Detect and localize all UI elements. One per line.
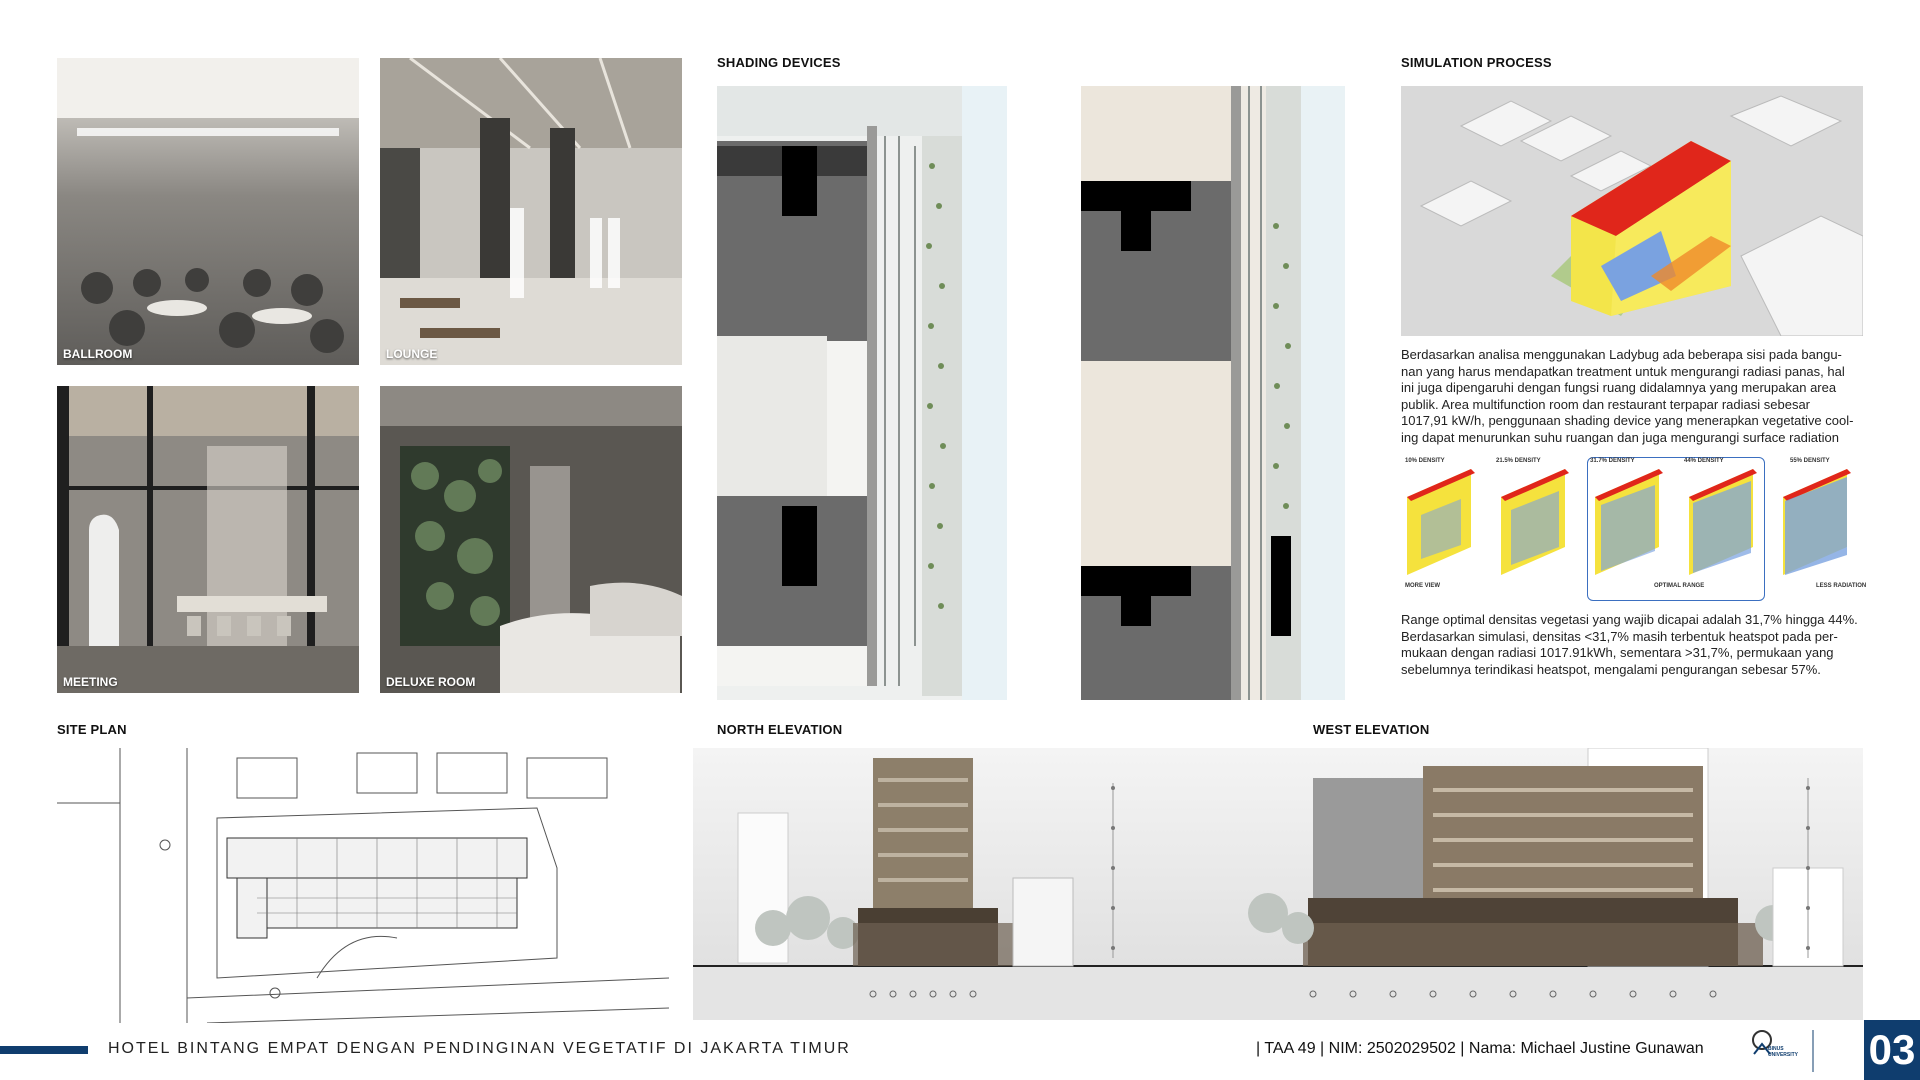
- simulation-paragraph-2: [1401, 612, 1871, 678]
- photo-caption: LOUNGE: [386, 347, 438, 361]
- elevations-drawing: [693, 748, 1863, 1020]
- text-line: ing dapat menurunkan suhu ruangan dan juga mengurangi surface radiation: [1401, 429, 1839, 445]
- site-plan-heading: SITE PLAN: [57, 722, 127, 737]
- simulation-3d-model: [1401, 86, 1863, 336]
- text-line: mukaan dengan radiasi 1017.91kWh, sementara >31,7%, permukaan yang: [1401, 645, 1834, 661]
- shading-section-drawing-1: [717, 86, 1007, 700]
- page-number: 03: [1868, 1026, 1916, 1073]
- west-elevation-heading: WEST ELEVATION: [1313, 722, 1430, 737]
- shading-devices-heading: SHADING DEVICES: [717, 55, 841, 70]
- site-plan-drawing: [57, 748, 669, 1023]
- text-line: Range optimal densitas vegetasi yang wajib dicapai adalah 31,7% hingga 44%.: [1401, 612, 1858, 627]
- text-line: Berdasarkan simulasi, densitas <31,7% masih terbentuk heatspot pada per-: [1401, 628, 1838, 644]
- optimal-range-note: OPTIMAL RANGE: [1654, 583, 1705, 589]
- photo-caption: BALLROOM: [63, 347, 133, 361]
- text-line: publik. Area multifunction room dan restaurant terpapar radiasi sebesar: [1401, 396, 1810, 412]
- meeting-photo: [57, 386, 359, 693]
- shading-section-drawing-2: [1081, 86, 1345, 700]
- density-label: 44% DENSITY: [1684, 458, 1724, 464]
- density-label: 21.5% DENSITY: [1496, 458, 1541, 464]
- text-line: sebelumnya terindikasi heatspot, mengalami pengurangan sebesar 57%.: [1401, 661, 1821, 677]
- photo-caption: MEETING: [63, 675, 118, 689]
- north-elevation-heading: NORTH ELEVATION: [717, 722, 843, 737]
- deluxe-room-photo: [380, 386, 682, 693]
- text-line: ini juga dipengaruhi dengan fungsi ruang didalamnya yang merupakan area: [1401, 380, 1837, 396]
- density-simulation-strip: [1401, 455, 1871, 601]
- binus-logo: [1748, 1024, 1858, 1076]
- density-label: 31.7% DENSITY: [1590, 458, 1635, 464]
- density-label: 55% DENSITY: [1790, 458, 1830, 464]
- less-radiation-note: LESS RADIATION: [1816, 583, 1867, 589]
- binus-logo-text: BINUS UNIVERSITY: [1768, 1046, 1799, 1058]
- density-label: 10% DENSITY: [1405, 458, 1445, 464]
- simulation-paragraph-1: [1401, 347, 1871, 447]
- project-title: HOTEL BINTANG EMPAT DENGAN PENDINGINAN VEGETATIF DI JAKARTA TIMUR: [108, 1040, 851, 1057]
- photo-caption: DELUXE ROOM: [386, 675, 476, 689]
- more-view-note: MORE VIEW: [1405, 583, 1441, 589]
- author-info: | TAA 49 | NIM: 2502029502 | Nama: Michael Justine Gunawan: [1256, 1040, 1704, 1057]
- lounge-photo: [380, 58, 682, 365]
- page-number-badge: [1864, 1020, 1920, 1080]
- text-line: 1017,91 kW/h, penggunaan shading device yang menerapkan vegetative cool-: [1401, 413, 1854, 429]
- text-line: nan yang harus mendapatkan treatment untuk mengurangi radiasi panas, hal: [1401, 363, 1845, 379]
- text-line: Berdasarkan analisa menggunakan Ladybug ada beberapa sisi pada bangu-: [1401, 347, 1842, 362]
- simulation-process-heading: SIMULATION PROCESS: [1401, 55, 1552, 70]
- footer-accent-bar: [0, 1046, 88, 1054]
- ballroom-photo: [57, 58, 359, 365]
